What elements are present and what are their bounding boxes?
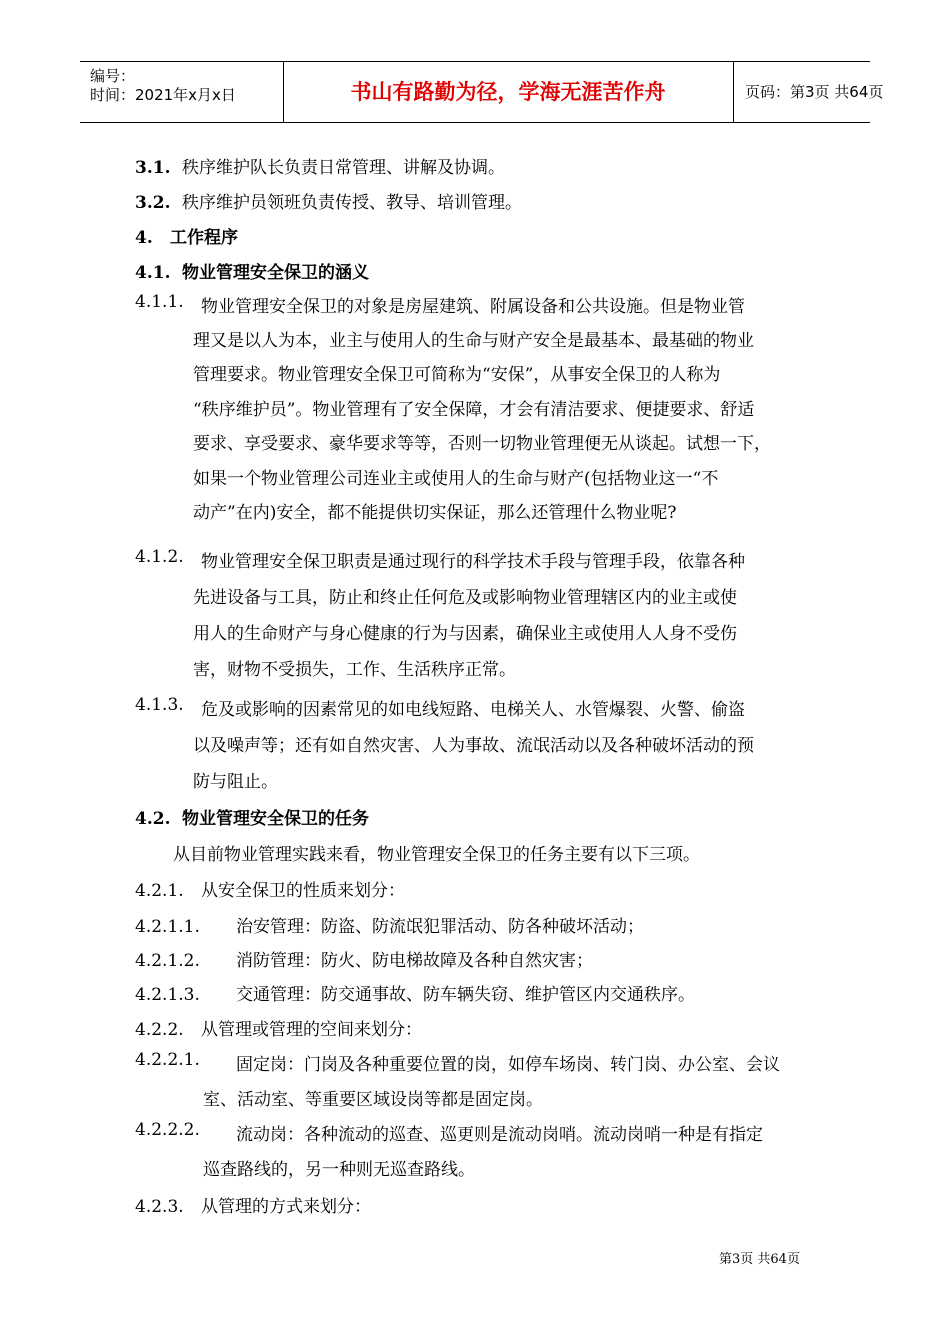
section-number: 4.2.1. xyxy=(135,881,184,901)
paragraph-line: 以及噪声等；还有如自然灾害、人为事故、流氓活动以及各种破坏活动的预 xyxy=(193,736,754,756)
page-header xyxy=(80,61,884,123)
section-4-1-3-number: 4.1.3. xyxy=(135,695,184,715)
paragraph-line: 固定岗：门岗及各种重要位置的岗，如停车场岗、转门岗、办公室、会议 xyxy=(236,1055,780,1075)
section-heading: 物业管理安全保卫的涵义 xyxy=(182,263,369,283)
section-text: 交通管理：防交通事故、防车辆失窃、维护管区内交通秩序。 xyxy=(236,985,695,1005)
paragraph-line: 危及或影响的因素常见的如电线短路、电梯关人、水管爆裂、火警、偷盗 xyxy=(201,700,745,720)
section-4-2-1-3 xyxy=(135,980,695,1005)
paragraph-line: 管理要求。物业管理安全保卫可简称为“安保”，从事安全保卫的人称为 xyxy=(193,365,721,385)
section-number: 3.1. xyxy=(135,158,171,178)
section-4-2-2 xyxy=(135,1015,422,1040)
section-text: 秩序维护队长负责日常管理、讲解及协调。 xyxy=(182,158,505,178)
section-text: 从管理的方式来划分： xyxy=(201,1197,371,1217)
section-text: 从安全保卫的性质来划分： xyxy=(201,881,405,901)
paragraph-line: 流动岗：各种流动的巡查、巡更则是流动岗哨。流动岗哨一种是有指定 xyxy=(236,1125,763,1145)
section-4-2-3 xyxy=(135,1192,371,1217)
section-4-2-heading xyxy=(135,804,369,829)
section-4-2-1 xyxy=(135,876,405,901)
paragraph-line: 先进设备与工具，防止和终止任何危及或影响物业管理辖区内的业主或使 xyxy=(193,588,737,608)
paragraph-line: 害，财物不受损失，工作、生活秩序正常。 xyxy=(193,660,516,680)
paragraph-line: 理又是以人为本，业主与使用人的生命与财产安全是最基本、最基础的物业 xyxy=(193,331,754,351)
section-3-2 xyxy=(135,188,522,213)
section-4-2-1-1 xyxy=(135,912,644,937)
paragraph-line: 如果一个物业管理公司连业主或使用人的生命与财产(包括物业这一“不 xyxy=(193,469,719,489)
section-text: 治安管理：防盗、防流氓犯罪活动、防各种破坏活动； xyxy=(236,917,644,937)
paragraph-line: 物业管理安全保卫的对象是房屋建筑、附属设备和公共设施。但是物业管 xyxy=(201,297,745,317)
paragraph-line: 用人的生命财产与身心健康的行为与因素，确保业主或使用人人身不受伤 xyxy=(193,624,737,644)
section-number: 4. xyxy=(135,228,153,248)
section-number: 4.2.3. xyxy=(135,1197,184,1217)
header-meta xyxy=(80,62,284,122)
section-4-2-1-2 xyxy=(135,946,593,971)
section-number: 4.2.2. xyxy=(135,1020,184,1040)
paragraph-line: 要求、享受要求、豪华要求等等，否则一切物业管理便无从谈起。试想一下， xyxy=(193,434,771,454)
section-number: 4.2. xyxy=(135,809,171,829)
section-heading: 物业管理安全保卫的任务 xyxy=(182,809,369,829)
document-time: 时间：2021年x月x日 xyxy=(90,86,236,104)
section-4-2-2-1-number: 4.2.2.1. xyxy=(135,1050,200,1070)
section-text: 从管理或管理的空间来划分： xyxy=(201,1020,422,1040)
paragraph-line: 动产”在内)安全，都不能提供切实保证，那么还管理什么物业呢? xyxy=(193,503,677,523)
section-4-1-1-number: 4.1.1. xyxy=(135,292,184,312)
section-text: 消防管理：防火、防电梯故障及各种自然灾害； xyxy=(236,951,593,971)
section-4-heading xyxy=(135,223,238,248)
header-page-info: 页码：第3页 共64页 xyxy=(745,83,884,101)
section-text: 秩序维护员领班负责传授、教导、培训管理。 xyxy=(182,193,522,213)
document-code-label: 编号： xyxy=(90,67,136,85)
section-4-2-intro: 从目前物业管理实践来看，物业管理安全保卫的任务主要有以下三项。 xyxy=(173,845,700,865)
section-number: 4.2.1.2. xyxy=(135,951,200,971)
section-number: 4.2.1.1. xyxy=(135,917,200,937)
paragraph-line: 防与阻止。 xyxy=(193,772,278,792)
section-number: 4.1. xyxy=(135,263,171,283)
section-number: 3.2. xyxy=(135,193,171,213)
section-4-1-heading xyxy=(135,258,369,283)
paragraph-line: 巡查路线的，另一种则无巡查路线。 xyxy=(203,1160,475,1180)
header-motto-cell xyxy=(283,62,734,122)
header-page-cell xyxy=(733,62,884,122)
header-motto: 书山有路勤为径，学海无涯苦作舟 xyxy=(350,80,666,104)
paragraph-line: 室、活动室、等重要区域设岗等都是固定岗。 xyxy=(203,1090,543,1110)
section-3-1 xyxy=(135,153,505,178)
section-heading: 工作程序 xyxy=(170,228,238,248)
section-number: 4.2.1.3. xyxy=(135,985,200,1005)
paragraph-line: “秩序维护员”。物业管理有了安全保障，才会有清洁要求、便捷要求、舒适 xyxy=(193,400,755,420)
paragraph-line: 物业管理安全保卫职责是通过现行的科学技术手段与管理手段，依靠各种 xyxy=(201,552,745,572)
section-4-2-2-2-number: 4.2.2.2. xyxy=(135,1120,200,1140)
page-footer: 第3页 共64页 xyxy=(719,1252,800,1267)
section-4-1-2-number: 4.1.2. xyxy=(135,547,184,567)
